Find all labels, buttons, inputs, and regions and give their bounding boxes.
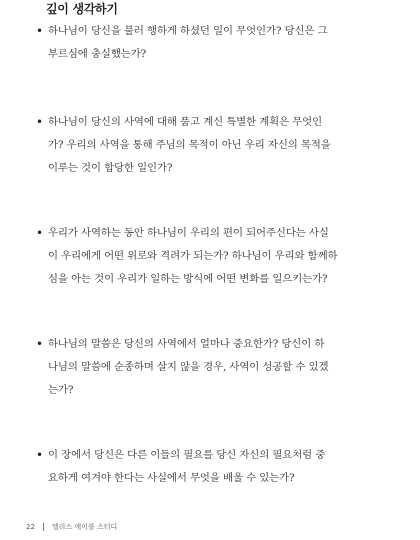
question-line: 심을 아는 것이 우리가 일하는 방식에 어떤 변화를 일으키는가? [48,273,328,285]
question-line: 는가? [48,384,74,396]
book-title: 엘리스 에이블 스터디 [51,523,118,531]
page-footer [26,522,117,532]
question-line: 하나님이 당신의 사역에 대해 품고 계신 특별한 계획은 무엇인 [48,116,323,128]
question-line: 이 장에서 당신은 다른 이들의 필요를 당신 자신의 필요처럼 중 [48,449,326,461]
question-line: 부르심에 충실했는가? [48,48,147,60]
page-number: 22 [26,523,35,531]
bullet-icon: • [36,115,43,129]
question-5 [36,444,354,490]
question-1 [36,20,354,66]
question-line: 나님의 말씀에 순종하며 살지 않을 경우, 사역이 성공할 수 있겠 [48,361,329,373]
question-3 [36,222,354,291]
bullet-icon: • [36,448,43,462]
bullet-icon: • [36,337,43,351]
question-line: 이루는 것이 합당한 일인가? [48,162,173,174]
question-line: 가? 우리의 사역을 통해 주님의 목적이 아닌 우리 자신의 목적을 [48,139,331,151]
question-4 [36,333,354,402]
question-line: 하나님의 말씀은 당신의 사역에서 얼마나 중요한가? 당신이 하 [48,338,325,350]
question-line: 요하게 여겨야 한다는 사실에서 무엇을 배울 수 있는가? [48,472,295,484]
question-line: 이 우리에게 어떤 위로와 격려가 되는가? 하나님이 우리와 함께하 [48,250,338,262]
bullet-icon: • [36,24,43,38]
question-2 [36,111,354,180]
question-line: 우리가 사역하는 동안 하나님이 우리의 편이 되어주신다는 사실 [48,227,329,239]
footer-divider [43,523,44,531]
question-line: 하나님이 당신을 불러 행하게 하셨던 일이 무엇인가? 당신은 그 [48,25,328,37]
section-heading: 깊이 생각하기 [46,2,118,16]
bullet-icon: • [36,226,43,240]
